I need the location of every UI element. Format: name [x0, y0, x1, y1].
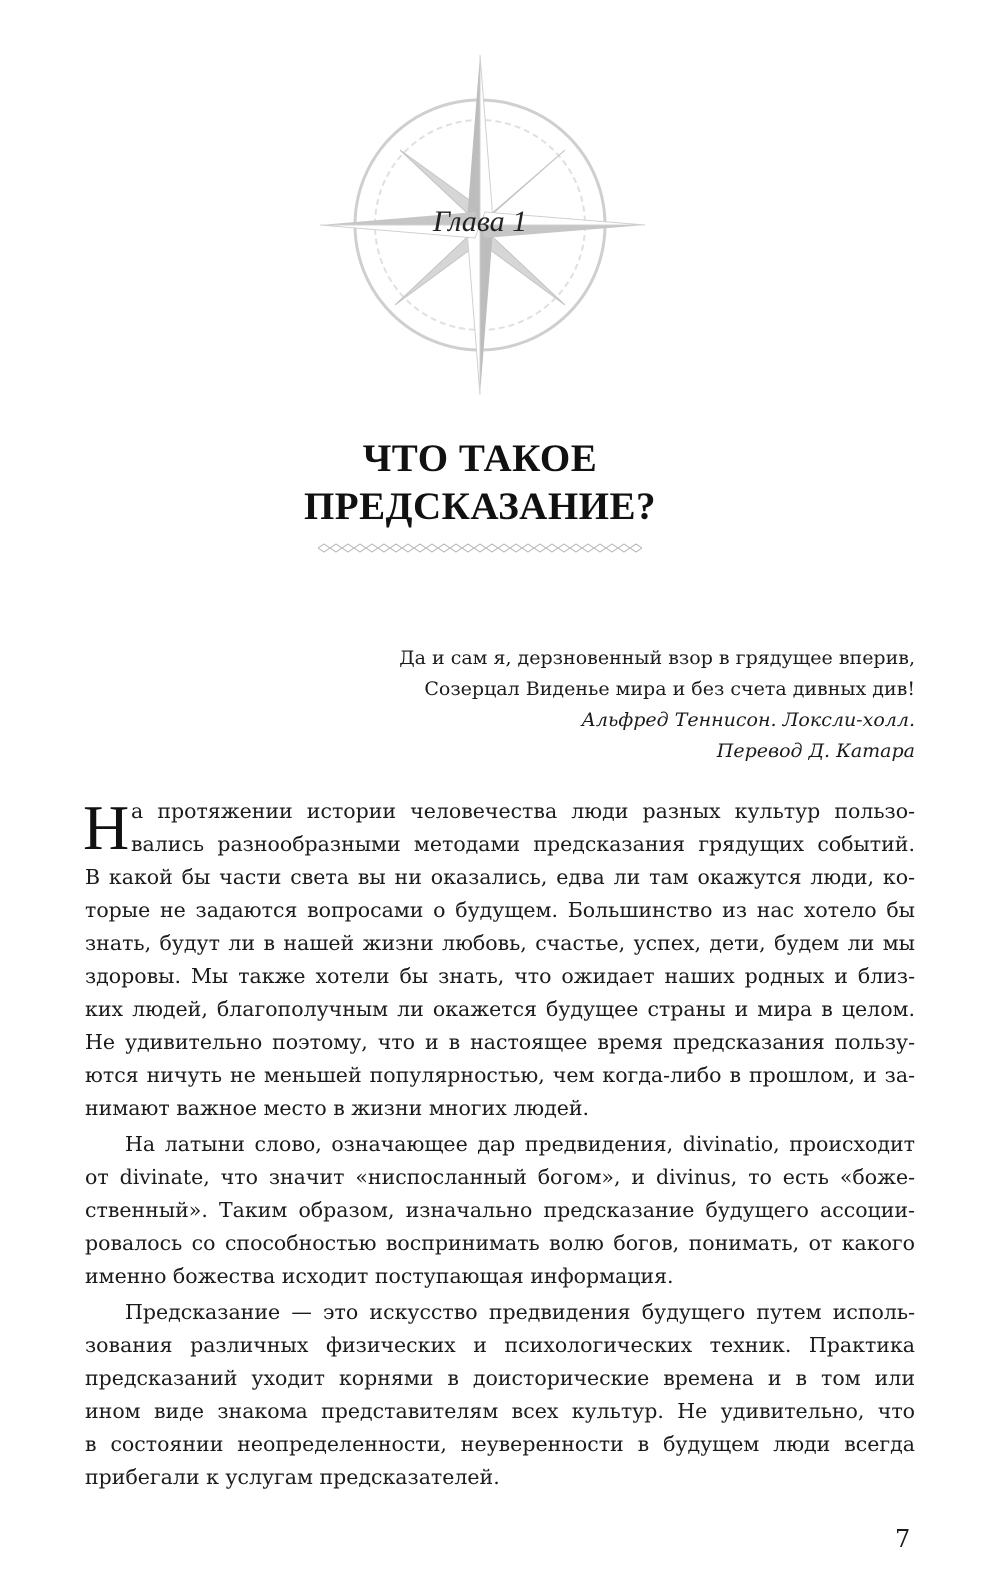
- text-line: ственный». Таким образом, изначально предсказание будущего ассоции-: [85, 1198, 915, 1222]
- epigraph-attribution: Перевод Д. Катара: [716, 740, 915, 762]
- text-line: торые не задаются вопросами о будущем. Большинство из нас хотело бы: [85, 898, 915, 922]
- text-line: нимают важное место в жизни многих людей.: [85, 1096, 590, 1120]
- text-line: зования различных физических и психологических техник. Практика: [85, 1333, 915, 1357]
- epigraph-line: Да и сам я, дерзновенный взор в грядущее вперив,: [399, 647, 915, 669]
- title-ornament: [318, 543, 642, 553]
- chapter-title: [0, 435, 960, 531]
- chapter-label: Глава 1: [432, 205, 528, 238]
- text-line: в состоянии неопределенности, неуверенности в будущем люди всегда: [85, 1432, 915, 1456]
- text-line: Не удивительно поэтому, что и в настоящее время предсказания пользу-: [85, 1030, 915, 1054]
- epigraph-line: Созерцал Виденье мира и без счета дивных див!: [424, 678, 915, 700]
- text-line: В какой бы части света вы ни оказались, едва ли там окажутся люди, ко-: [85, 865, 915, 889]
- text-line: а протяжении истории человечества люди разных культур пользо-: [131, 799, 915, 823]
- page-number: 7: [895, 1525, 911, 1553]
- text-line: вались разнообразными методами предсказания грядущих событий.: [131, 832, 915, 856]
- text-line: ровалось со способностью воспринимать волю богов, понимать, от какого: [85, 1231, 915, 1255]
- text-line: На латыни слово, означающее дар предвидения, divinatio, происходит: [125, 1132, 915, 1156]
- text-line: предсказаний уходит корнями в доисторические времена и в том или: [85, 1366, 915, 1390]
- chapter-title-line: ЧТО ТАКОЕ: [362, 437, 598, 480]
- paragraph: [85, 1128, 915, 1293]
- chapter-title-line: ПРЕДСКАЗАНИЕ?: [303, 485, 657, 528]
- body-text: [83, 792, 915, 1497]
- paragraph: [85, 1296, 915, 1494]
- text-line: ких людей, благополучным ли окажется будущее страны и мира в целом.: [85, 997, 915, 1021]
- text-line: ином виде знакома представителям всех культур. Не удивительно, что: [85, 1399, 915, 1423]
- text-line: здоровы. Мы также хотели бы знать, что ожидает наших родных и близ-: [85, 964, 915, 988]
- text-line: Предсказание — это искусство предвидения будущего путем исполь-: [125, 1300, 915, 1324]
- epigraph-attribution: Альфред Теннисон. Локсли-холл.: [581, 709, 915, 731]
- text-line: прибегали к услугам предсказателей.: [85, 1465, 500, 1489]
- epigraph: [399, 643, 915, 767]
- text-line: именно божества исходит поступающая информация.: [85, 1264, 674, 1288]
- text-line: ются ничуть не меньшей популярностью, чем когда-либо в прошлом, и за-: [85, 1063, 915, 1087]
- text-line: знать, будут ли в нашей жизни любовь, счастье, успех, дети, будем ли мы: [85, 931, 915, 955]
- paragraph: [83, 792, 915, 1125]
- drop-cap: Н: [83, 792, 130, 863]
- text-line: от divinate, что значит «ниспосланный богом», и divinus, то есть «боже-: [85, 1165, 915, 1189]
